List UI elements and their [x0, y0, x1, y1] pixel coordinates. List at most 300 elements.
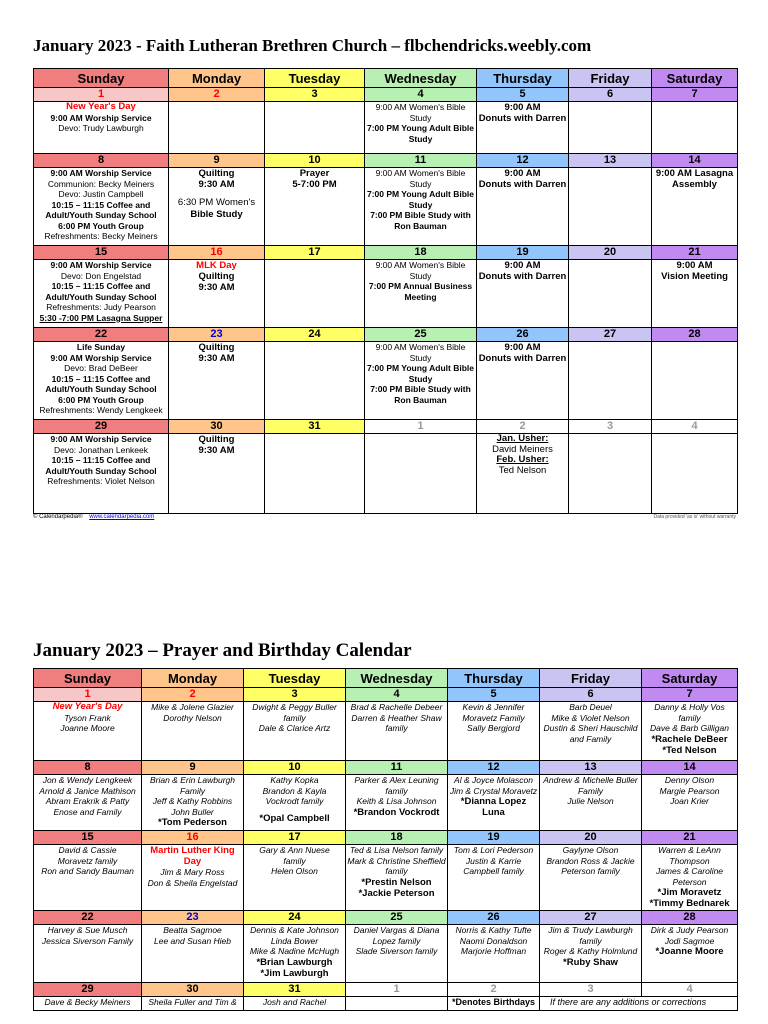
day-cell — [142, 775, 244, 831]
name-text: Jim & Mary Ross — [160, 867, 225, 877]
day-cell — [569, 260, 652, 328]
day-cell — [540, 702, 642, 761]
day-cell — [540, 997, 738, 1011]
event-text: Devo: Trudy Lawburgh — [58, 123, 144, 133]
weekday-header: Sunday — [34, 669, 142, 688]
day-number: 27 — [540, 911, 642, 925]
event-text: Life Sunday — [76, 342, 126, 352]
holiday-label: Martin Luther King — [150, 845, 235, 856]
day-number: 17 — [244, 831, 346, 845]
copyright-text: © Calendarpedia® — [33, 514, 83, 520]
day-number: 16 — [169, 246, 265, 260]
name-text: Justin & Karrie — [465, 855, 522, 866]
name-text: Julie Nelson — [567, 796, 614, 806]
day-cell — [169, 102, 265, 154]
date-row — [34, 831, 738, 845]
name-text: family — [678, 712, 701, 723]
name-text: Dennis & Kate Johnson — [250, 925, 339, 935]
name-text: Jessica Siverson Family — [41, 935, 134, 946]
name-text: Dirk & Judy Pearson — [650, 925, 729, 935]
day-cell — [642, 775, 738, 831]
day-cell — [34, 997, 142, 1011]
birthday-name: *Jim Lawburgh — [260, 967, 329, 979]
name-text: Enose and Family — [53, 806, 122, 817]
day-cell — [448, 845, 540, 911]
name-text: David & Cassie — [58, 845, 117, 855]
event-text: Jan. Usher: — [496, 433, 549, 444]
day-number: 30 — [142, 983, 244, 997]
day-number: 15 — [34, 246, 169, 260]
name-text: Keith & Lisa Johnson — [356, 796, 437, 806]
day-cell — [244, 775, 346, 831]
event-text: Quilting — [198, 434, 235, 445]
event-text: 9:00 AM — [676, 260, 713, 271]
event-text: 9:00 AM — [504, 168, 541, 179]
day-cell — [34, 168, 169, 246]
day-number: 10 — [244, 761, 346, 775]
event-row — [34, 260, 738, 328]
weekday-header: Wednesday — [365, 69, 477, 88]
day-number: 26 — [477, 328, 569, 342]
copyright-footer — [33, 514, 154, 520]
name-text: Marjorie Hoffman — [460, 946, 527, 956]
day-number: 14 — [652, 154, 738, 168]
name-text: Arnold & Janice Mathison — [39, 785, 136, 796]
day-number: 20 — [540, 831, 642, 845]
day-number: 25 — [346, 911, 448, 925]
name-text: and Family — [569, 733, 612, 744]
event-text: 7:00 PM Bible Study with — [370, 384, 471, 394]
event-text: Quilting — [198, 168, 235, 179]
day-cell — [346, 997, 448, 1011]
day-number: 6 — [540, 688, 642, 702]
event-text: 10:15 – 11:15 Coffee and — [51, 373, 151, 384]
name-text: Slade Siverson family — [355, 946, 438, 956]
event-text: Adult/Youth Sunday School — [45, 384, 157, 394]
name-text: Jodi Sagmoe — [664, 935, 715, 946]
day-cell — [346, 925, 448, 983]
event-text: Study — [409, 178, 432, 189]
event-text: Donuts with Darren — [478, 353, 567, 364]
name-text: Naomi Donaldson — [459, 935, 528, 946]
calendarpedia-link[interactable]: www.calendarpedia.com — [89, 514, 155, 520]
day-number: 11 — [365, 154, 477, 168]
disclaimer-footer: Data provided 'as is' without warranty — [653, 514, 736, 520]
day-number: 24 — [244, 911, 346, 925]
day-cell — [642, 702, 738, 761]
day-number: 12 — [477, 154, 569, 168]
day-cell — [244, 702, 346, 761]
name-text: Family — [179, 785, 206, 796]
name-text: Dave & Becky Meiners — [44, 997, 131, 1007]
day-number: 1 — [346, 983, 448, 997]
event-text: 9:30 AM — [198, 445, 235, 456]
day-cell — [346, 702, 448, 761]
day-number: 16 — [142, 831, 244, 845]
day-cell — [569, 434, 652, 514]
event-text: 9:00 AM Worship Service — [50, 260, 152, 270]
name-text: Margie Pearson — [659, 785, 720, 796]
day-number: 21 — [652, 246, 738, 260]
day-cell — [265, 342, 365, 420]
day-number: 1 — [34, 688, 142, 702]
day-number: 3 — [540, 983, 642, 997]
day-cell — [265, 260, 365, 328]
birthday-name: *Brandon Vockrodt — [353, 806, 440, 818]
event-text: 7:00 PM Bible Study with — [370, 210, 471, 220]
day-number: 7 — [652, 88, 738, 102]
event-text: Devo: Brad DeBeer — [64, 363, 138, 373]
day-cell — [142, 997, 244, 1011]
name-text: Jim & Crystal Moravetz — [449, 785, 538, 796]
day-number: 5 — [477, 88, 569, 102]
date-row — [34, 761, 738, 775]
day-cell — [265, 168, 365, 246]
event-text: Devo: Jonathan Lenkeek — [53, 444, 149, 455]
day-cell — [540, 775, 642, 831]
name-text: Dale & Clarice Artz — [258, 723, 331, 733]
event-text: Donuts with Darren — [478, 179, 567, 190]
day-number: 7 — [642, 688, 738, 702]
name-text: family — [283, 855, 306, 866]
name-text: Don & Sheila Engelstad — [147, 877, 238, 888]
event-text: Ted Nelson — [498, 464, 547, 476]
name-text: Danny & Holly Vos — [654, 702, 725, 712]
event-text: 9:00 AM Women's Bible — [375, 342, 466, 352]
event-text: Study — [409, 112, 432, 123]
weekday-header: Saturday — [652, 69, 738, 88]
day-cell — [142, 845, 244, 911]
name-text: Moravetz Family — [462, 712, 525, 723]
name-text: Mike & Jolene Glazier — [151, 702, 234, 712]
name-text: Tyson Frank — [64, 712, 111, 723]
event-text: 9:00 AM — [504, 342, 541, 353]
birthday-name: *Rachele DeBeer — [651, 733, 728, 745]
name-text: John Buller — [171, 806, 214, 817]
event-text: Meeting — [404, 291, 437, 302]
name-text: Mike & Nadine McHugh — [249, 946, 340, 956]
event-text: 9:00 AM Worship Service — [50, 352, 152, 363]
day-number: 3 — [265, 88, 365, 102]
weekday-header: Friday — [569, 69, 652, 88]
event-text: Ron Bauman — [394, 220, 447, 231]
day-cell — [365, 102, 477, 154]
name-text: Lee and Susan Hieb — [153, 935, 232, 946]
day-cell — [34, 260, 169, 328]
name-text: Norris & Kathy Tufte — [455, 925, 532, 935]
day-number: 22 — [34, 911, 142, 925]
day-cell — [169, 342, 265, 420]
name-text: Joan Krier — [670, 796, 709, 806]
day-cell — [448, 775, 540, 831]
day-cell — [477, 102, 569, 154]
day-cell — [642, 925, 738, 983]
day-number: 15 — [34, 831, 142, 845]
day-cell — [244, 997, 346, 1011]
day-cell — [448, 925, 540, 983]
day-cell — [244, 845, 346, 911]
day-number: 26 — [448, 911, 540, 925]
birthday-name: *Dianna Lopez — [460, 796, 527, 807]
church-calendar — [33, 68, 738, 514]
name-text: Jeff & Kathy Robbins — [152, 796, 233, 806]
day-number: 22 — [34, 328, 169, 342]
name-text: Ron and Sandy Bauman — [41, 866, 134, 876]
date-row — [34, 911, 738, 925]
event-text: 9:00 AM Worship Service — [50, 168, 152, 178]
name-text: family — [385, 723, 408, 733]
calendar-title: January 2023 - Faith Lutheran Brethren Church – flbchendricks.weebly.com — [33, 36, 592, 55]
date-row — [34, 420, 738, 434]
weekday-header: Tuesday — [265, 69, 365, 88]
name-text: Warren & LeAnn — [658, 845, 721, 855]
day-cell — [34, 845, 142, 911]
event-row — [34, 845, 738, 911]
day-number: 19 — [477, 246, 569, 260]
event-text: Devo: Don Engelstad — [60, 270, 142, 281]
event-text: Vision Meeting — [661, 271, 728, 282]
weekday-header: Thursday — [448, 669, 540, 688]
event-text: 7:00 PM Young Adult Bible — [366, 363, 475, 373]
name-text: Gary & Ann Nuese — [259, 845, 330, 855]
day-cell — [448, 997, 540, 1011]
name-text: Family — [577, 785, 604, 796]
event-text: 9:00 AM — [504, 102, 541, 113]
name-text: James & Caroline — [655, 866, 724, 876]
day-number: 14 — [642, 761, 738, 775]
day-number: 3 — [569, 420, 652, 434]
event-text: Ron Bauman — [394, 394, 447, 405]
name-text: Barb Deuel — [569, 702, 612, 712]
event-text: 9:30 AM — [198, 282, 235, 293]
day-cell — [34, 925, 142, 983]
day-cell — [540, 925, 642, 983]
name-text: Kevin & Jennifer — [462, 702, 525, 712]
name-text: Dwight & Peggy Buller — [252, 702, 337, 712]
day-cell — [642, 845, 738, 911]
day-number: 13 — [569, 154, 652, 168]
day-number: 13 — [540, 761, 642, 775]
event-row — [34, 434, 738, 514]
event-row — [34, 702, 738, 761]
day-number: 8 — [34, 154, 169, 168]
day-number: 2 — [477, 420, 569, 434]
name-text: family — [579, 935, 602, 946]
event-text: Bible Study — [190, 208, 243, 220]
name-text: Lopez family — [372, 935, 421, 946]
event-text: Refreshments: Violet Nelson — [47, 476, 155, 486]
day-number: 19 — [448, 831, 540, 845]
name-text: Daniel Vargas & Diana — [353, 925, 440, 935]
day-number: 17 — [265, 246, 365, 260]
weekday-header: Monday — [142, 669, 244, 688]
day-number: 10 — [265, 154, 365, 168]
day-cell — [169, 434, 265, 514]
name-text: Sheila Fuller and Tim & — [148, 997, 237, 1007]
event-text: Donuts with Darren — [478, 271, 567, 282]
day-cell — [652, 342, 738, 420]
day-cell — [365, 168, 477, 246]
day-cell — [448, 702, 540, 761]
name-text: Josh and Rachel — [262, 997, 327, 1007]
birthday-name: *Ted Nelson — [662, 744, 717, 756]
birthday-name: *Jackie Peterson — [358, 887, 435, 899]
day-cell — [34, 102, 169, 154]
day-number: 29 — [34, 420, 169, 434]
event-text: 6:00 PM Youth Group — [58, 220, 144, 231]
event-row — [34, 102, 738, 154]
name-text: Denny Olson — [664, 775, 715, 785]
day-number: 25 — [365, 328, 477, 342]
day-number: 24 — [265, 328, 365, 342]
day-number: 4 — [346, 688, 448, 702]
event-text: Study — [408, 373, 433, 384]
holiday-label: MLK Day — [196, 260, 237, 271]
event-text: 9:30 AM — [198, 179, 235, 190]
name-text: Gaylyne Olson — [562, 845, 619, 855]
weekday-header-row — [34, 669, 738, 688]
prayer-calendar-title: January 2023 – Prayer and Birthday Calendar — [33, 640, 412, 661]
weekday-header: Sunday — [34, 69, 169, 88]
day-number: 29 — [34, 983, 142, 997]
day-cell — [477, 168, 569, 246]
weekday-header: Tuesday — [244, 669, 346, 688]
date-row — [34, 328, 738, 342]
day-number: 4 — [652, 420, 738, 434]
day-number: 28 — [642, 911, 738, 925]
event-text: Adult/Youth Sunday School — [45, 465, 157, 476]
name-text: Joanne Moore — [60, 723, 115, 733]
event-row — [34, 775, 738, 831]
name-text: Helen Olson — [271, 866, 318, 876]
event-text: 6:30 PM Women's — [177, 197, 256, 208]
event-row — [34, 925, 738, 983]
birthday-note: *Denotes Birthdays — [451, 997, 536, 1007]
day-cell — [652, 260, 738, 328]
event-text: 5:30 -7:00 PM Lasagna Supper — [39, 312, 163, 323]
name-text: Vockrodt family — [265, 796, 324, 806]
event-text: 9:00 AM Women's Bible — [375, 168, 466, 178]
event-text: Feb. Usher: — [496, 454, 549, 465]
day-cell — [477, 260, 569, 328]
day-cell — [34, 702, 142, 761]
event-text: 10:15 – 11:15 Coffee and — [51, 281, 151, 291]
weekday-header: Saturday — [642, 669, 738, 688]
weekday-header: Wednesday — [346, 669, 448, 688]
event-text: David Meiners — [492, 443, 553, 455]
day-cell — [265, 434, 365, 514]
event-text: 5-7:00 PM — [292, 179, 337, 190]
event-text: Quilting — [198, 342, 235, 353]
weekday-header: Thursday — [477, 69, 569, 88]
event-text: Study — [409, 270, 432, 281]
name-text: Peterson — [672, 876, 707, 887]
name-text: Dorothy Nelson — [163, 712, 222, 723]
name-text: Dave & Barb Gilligan — [650, 723, 729, 733]
name-text: Kathy Kopka — [270, 775, 319, 785]
name-text: Dustin & Sheri Hauschild — [543, 723, 638, 733]
date-row — [34, 88, 738, 102]
name-text: Sally Bergjord — [467, 723, 520, 733]
day-number: 12 — [448, 761, 540, 775]
name-text: Brandon Ross & Jackie — [546, 855, 635, 866]
day-cell — [346, 775, 448, 831]
event-text: Refreshments: Wendy Lengkeek — [39, 405, 163, 415]
name-text: Al & Joyce Molascon — [454, 775, 533, 785]
event-text: 9:00 AM Women's Bible — [375, 260, 466, 270]
day-number: 4 — [642, 983, 738, 997]
day-number: 30 — [169, 420, 265, 434]
day-number: 18 — [346, 831, 448, 845]
name-text: family — [385, 785, 408, 796]
event-text: 6:00 PM Youth Group — [58, 394, 144, 405]
day-cell — [569, 168, 652, 246]
day-number: 23 — [169, 328, 265, 342]
day-cell — [169, 260, 265, 328]
name-text: Linda Bower — [270, 935, 319, 946]
holiday-label: Day — [183, 856, 202, 867]
day-number: 27 — [569, 328, 652, 342]
day-number: 9 — [169, 154, 265, 168]
date-row — [34, 983, 738, 997]
name-text: Tom & Lori Pederson — [453, 845, 534, 855]
event-text: 7:00 PM Young Adult Bible — [366, 189, 475, 199]
event-text: Donuts with Darren — [478, 113, 567, 124]
holiday-label: New Year's Day — [66, 101, 136, 112]
event-text: Communion: Becky Meiners — [47, 178, 155, 189]
day-number: 28 — [652, 328, 738, 342]
birthday-name: *Timmy Bednarek — [649, 898, 730, 909]
event-text: Refreshments: Becky Meiners — [44, 231, 158, 241]
birthday-name: Luna — [482, 807, 505, 818]
event-text: Study — [409, 352, 432, 363]
birthday-name: *Ruby Shaw — [563, 956, 618, 968]
day-number: 1 — [34, 88, 169, 102]
day-number: 23 — [142, 911, 244, 925]
birthday-name: *Opal Campbell — [259, 812, 330, 824]
day-cell — [652, 434, 738, 514]
day-number: 5 — [448, 688, 540, 702]
birthday-name: *Joanne Moore — [655, 946, 724, 957]
name-text: Jim & Trudy Lawburgh — [548, 925, 633, 935]
name-text: Peterson family — [561, 866, 620, 876]
name-text: Brandon & Kayla — [262, 785, 327, 796]
event-row — [34, 342, 738, 420]
day-cell — [244, 925, 346, 983]
event-text: 7:00 PM Young Adult Bible — [366, 123, 475, 133]
day-cell — [569, 102, 652, 154]
day-number: 9 — [142, 761, 244, 775]
day-number: 2 — [169, 88, 265, 102]
event-text: Devo: Justin Campbell — [58, 189, 144, 199]
day-cell — [477, 342, 569, 420]
name-text: Parker & Alex Leuning — [354, 775, 439, 785]
event-text: 9:00 AM Worship Service — [50, 112, 152, 123]
name-text: Roger & Kathy Holmlund — [543, 946, 638, 956]
name-text: Mike & Violet Nelson — [551, 712, 630, 723]
name-text: Jon & Wendy Lengkeek — [42, 775, 133, 785]
name-text: Abram Erakrik & Patty — [45, 796, 130, 806]
event-row — [34, 997, 738, 1011]
event-text: 9:00 AM Worship Service — [50, 434, 152, 444]
day-number: 18 — [365, 246, 477, 260]
birthday-name: *Jim Moravetz — [657, 887, 722, 898]
name-text: Andrew & Michelle Buller — [543, 775, 638, 785]
date-row — [34, 688, 738, 702]
day-cell — [346, 845, 448, 911]
event-text: 9:00 AM Lasagna — [655, 168, 734, 179]
name-text: Mark & Christine Sheffield — [347, 855, 446, 866]
